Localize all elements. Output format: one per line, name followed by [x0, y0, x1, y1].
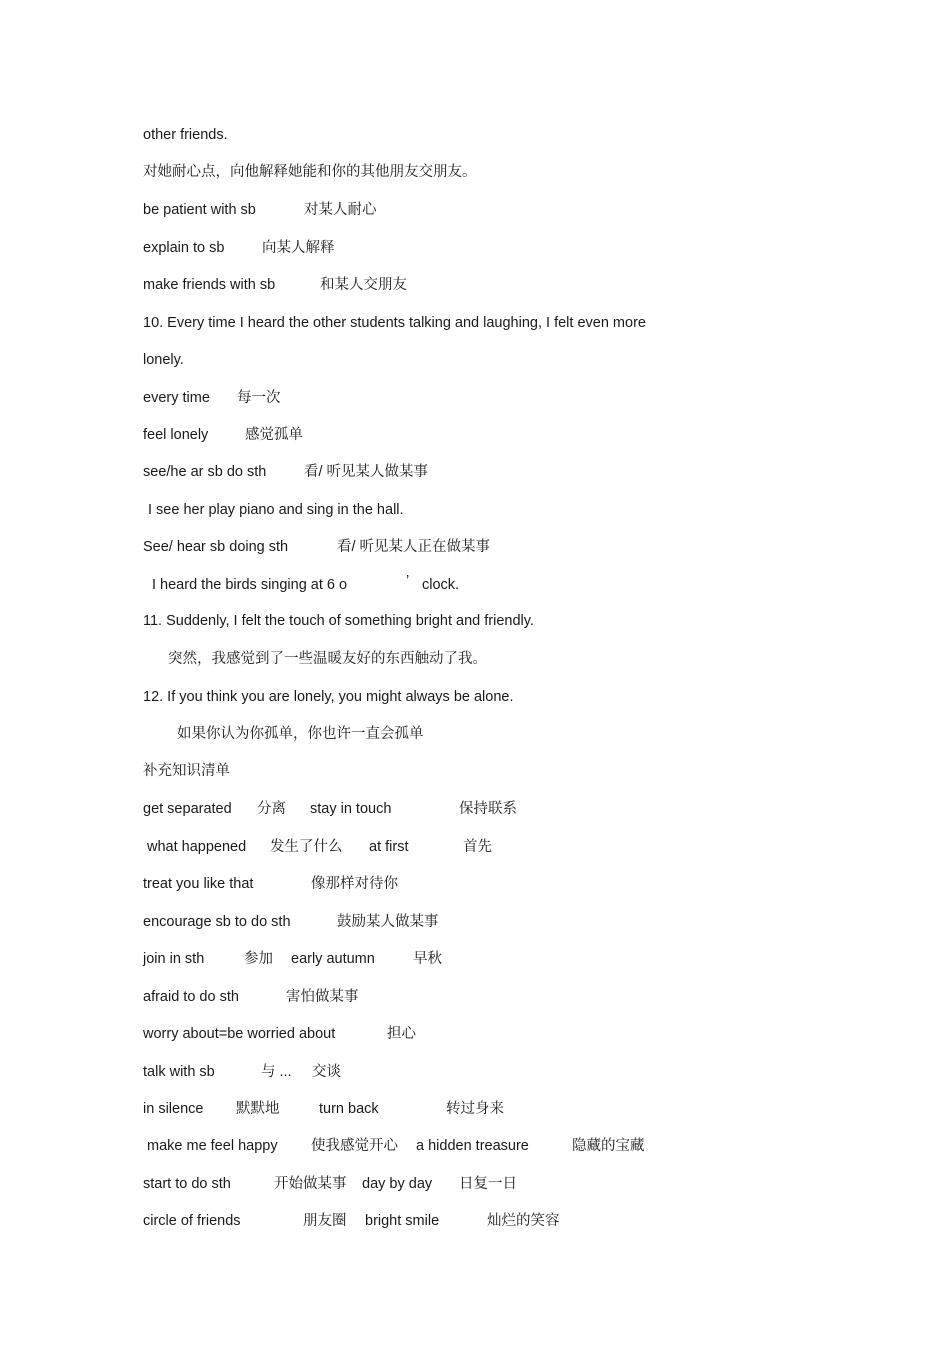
phrase-en: encourage sb to do sth — [143, 914, 291, 930]
phrase-en: See/ hear sb doing sth — [143, 539, 289, 555]
phrase-zh: 隐藏的宝藏 — [572, 1138, 645, 1154]
sentence: 11. Suddenly, I felt the touch of something bright and friendly. — [143, 613, 534, 629]
phrase-en: make friends with sb — [143, 277, 276, 293]
translation: 突然，我感觉到了一些温暖友好的东西触动了我。 — [168, 651, 487, 667]
phrase-en: every time — [143, 390, 210, 406]
phrase-en: what happened — [147, 839, 247, 855]
sentence: lonely. — [143, 352, 184, 368]
phrase-zh: 看/ 听见某人正在做某事 — [337, 539, 491, 555]
phrase-en: make me feel happy — [147, 1138, 278, 1154]
phrase-zh: 灿烂的笑容 — [487, 1213, 560, 1229]
phrase-zh: 每一次 — [237, 390, 281, 406]
phrase-en: early autumn — [291, 951, 375, 967]
phrase-zh: 鼓励某人做某事 — [337, 914, 439, 930]
phrase-en: be patient with sb — [143, 202, 256, 218]
phrase-zh: 发生了什么 — [270, 839, 343, 855]
phrase-en: a hidden treasure — [416, 1138, 529, 1154]
phrase-en: talk with sb — [143, 1064, 215, 1080]
phrase-zh: 与 ... — [261, 1064, 292, 1080]
phrase-en: turn back — [319, 1101, 379, 1117]
example-sentence-end: clock. — [422, 577, 460, 593]
phrase-zh: 感觉孤单 — [245, 427, 303, 443]
phrase-zh: 像那样对待你 — [311, 876, 398, 892]
example-sentence: I see her play piano and sing in the hall. — [148, 502, 404, 518]
phrase-zh: 保持联系 — [459, 801, 517, 817]
phrase-zh: 使我感觉开心 — [311, 1138, 398, 1154]
translation: 如果你认为你孤单，你也许一直会孤单 — [177, 726, 424, 742]
phrase-en: treat you like that — [143, 876, 254, 892]
phrase-zh: 分离 — [257, 801, 286, 817]
phrase-zh: 向某人解释 — [262, 240, 335, 256]
phrase-zh: 转过身来 — [446, 1101, 504, 1117]
phrase-en: bright smile — [365, 1213, 440, 1229]
phrase-en: join in sth — [143, 951, 205, 967]
phrase-zh: 参加 — [244, 951, 273, 967]
text-line: other friends. — [143, 127, 228, 143]
phrase-zh: 首先 — [463, 839, 492, 855]
example-sentence: I heard the birds singing at 6 o — [152, 577, 348, 593]
phrase-zh: 朋友圈 — [303, 1213, 347, 1229]
text-line: 对她耐心点，向他解释她能和你的其他朋友交朋友。 — [143, 164, 477, 180]
section-heading: 补充知识清单 — [143, 763, 230, 779]
phrase-en: worry about=be worried about — [143, 1026, 336, 1042]
sentence: 12. If you think you are lonely, you might always be alone. — [143, 689, 514, 705]
phrase-en: circle of friends — [143, 1213, 241, 1229]
phrase-zh: 和某人交朋友 — [320, 277, 407, 293]
phrase-zh: 害怕做某事 — [286, 989, 359, 1005]
phrase-zh: 早秋 — [413, 951, 442, 967]
phrase-zh: 对某人耐心 — [304, 202, 377, 218]
phrase-en: see/he ar sb do sth — [143, 464, 267, 480]
phrase-en: at first — [369, 839, 409, 855]
phrase-zh: 担心 — [387, 1026, 416, 1042]
apostrophe: ’ — [406, 573, 410, 589]
phrase-zh: 看/ 听见某人做某事 — [304, 464, 429, 480]
phrase-en: get separated — [143, 801, 232, 817]
phrase-zh: 日复一日 — [459, 1176, 517, 1192]
phrase-zh: 默默地 — [236, 1101, 280, 1117]
phrase-zh: 开始做某事 — [274, 1176, 347, 1192]
phrase-en: start to do sth — [143, 1176, 231, 1192]
phrase-en: explain to sb — [143, 240, 225, 256]
phrase-en: stay in touch — [310, 801, 392, 817]
sentence: 10. Every time I heard the other students talking and laughing, I felt even more — [143, 315, 646, 331]
phrase-zh: 交谈 — [312, 1064, 341, 1080]
phrase-en: in silence — [143, 1101, 204, 1117]
phrase-en: day by day — [362, 1176, 433, 1192]
phrase-en: feel lonely — [143, 427, 209, 443]
phrase-en: afraid to do sth — [143, 989, 239, 1005]
